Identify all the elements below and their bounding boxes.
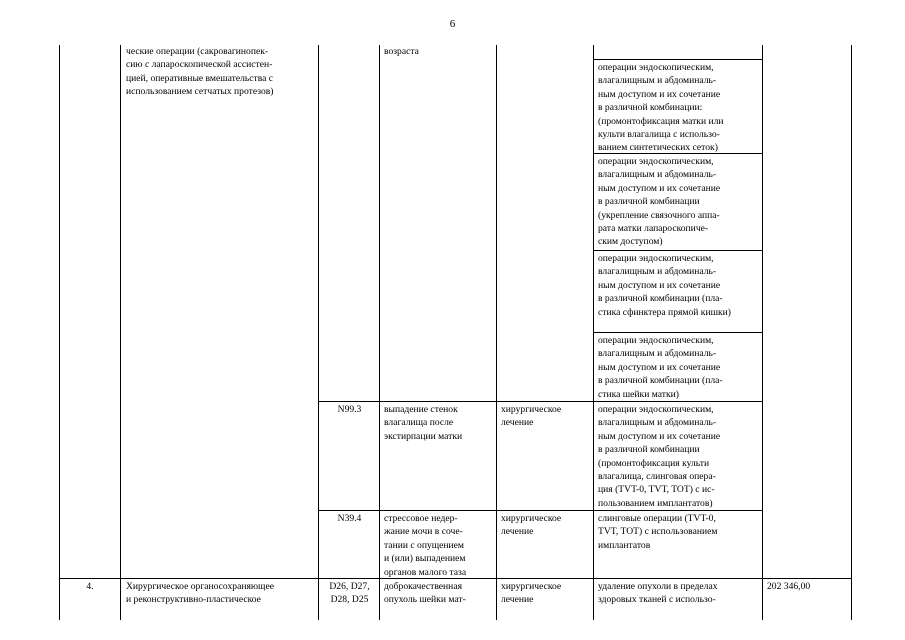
column-divider [496,45,497,620]
table-cell-method: слинговые операции (TVT-0, TVT, TOT) с использованием имплантатов [598,513,718,551]
page-number: 6 [449,18,456,30]
table-cell-method: операции эндоскопическим, влагалищным и абдоминаль- ным доступом и их сочетание в различной комбинации: (промонтофиксация матки или культи влагалища с использо- ванием синтетических сеток) [598,62,724,154]
row-divider [593,332,763,333]
table-cell-method: операции эндоскопическим, влагалищным и абдоминаль- ным доступом и их сочетание в различной комбинации (пла- стика шейки матки) [598,335,723,400]
table-cell-method: операции эндоскопическим, влагалищным и абдоминаль- ным доступом и их сочетание в различной комбинации (укрепление связочного аппа- рата матки лапароскопиче- ским доступом) [598,156,721,248]
row-divider [318,401,763,402]
table-cell-price: 202 346,00 [767,581,811,592]
table-cell-icd-code: N99.3 [337,404,362,415]
row-divider [593,250,763,251]
table-cell-treatment: хирургическое лечение [501,513,562,538]
table-cell-method: удаление опухоли в пределах здоровых тканей с использо- [598,581,718,606]
column-divider [379,45,380,620]
table-cell-diagnosis: доброкачественная опухоль шейки мат- [384,581,466,606]
table-cell-patient-model: возраста [384,46,419,57]
table-cell-icd-code: N39.4 [337,513,362,524]
table-cell-method: операции эндоскопическим, влагалищным и абдоминаль- ным доступом и их сочетание в различной комбинации (промонтофиксация культи влагалища, слинговая опера- ция (TVT-0, TVT, TOT) с ис- пользованием имплантатов) [598,404,721,509]
table-cell-diagnosis: выпадение стенок влагалища после экстирпации матки [384,404,463,442]
column-divider [120,45,121,620]
table-cell-procedure-name: ческие операции (сакровагинопек- сию с лапароскопической ассистен- цией, оперативные вмешательства с использованием сетчатых протезов) [126,46,274,98]
table-cell-row-number: 4. [86,581,94,592]
table-cell-procedure-name: Хирургическое органосохраняющее и реконструктивно-пластическое [126,581,274,606]
table-cell-treatment: хирургическое лечение [501,581,562,606]
row-divider [593,59,763,60]
table-cell-diagnosis: стрессовое недер- жание мочи в соче- тании с опущением и (или) выпадением органов малого таза [384,513,467,578]
table-cell-treatment: хирургическое лечение [501,404,562,429]
table-cell-method: операции эндоскопическим, влагалищным и абдоминаль- ным доступом и их сочетание в различной комбинации (пла- стика сфинктера прямой кишки) [598,253,731,318]
column-divider [318,45,319,620]
table-border-left [59,45,60,620]
table-border-right [851,45,852,620]
table-cell-icd-code: D26, D27, D28, D25 [329,581,370,606]
